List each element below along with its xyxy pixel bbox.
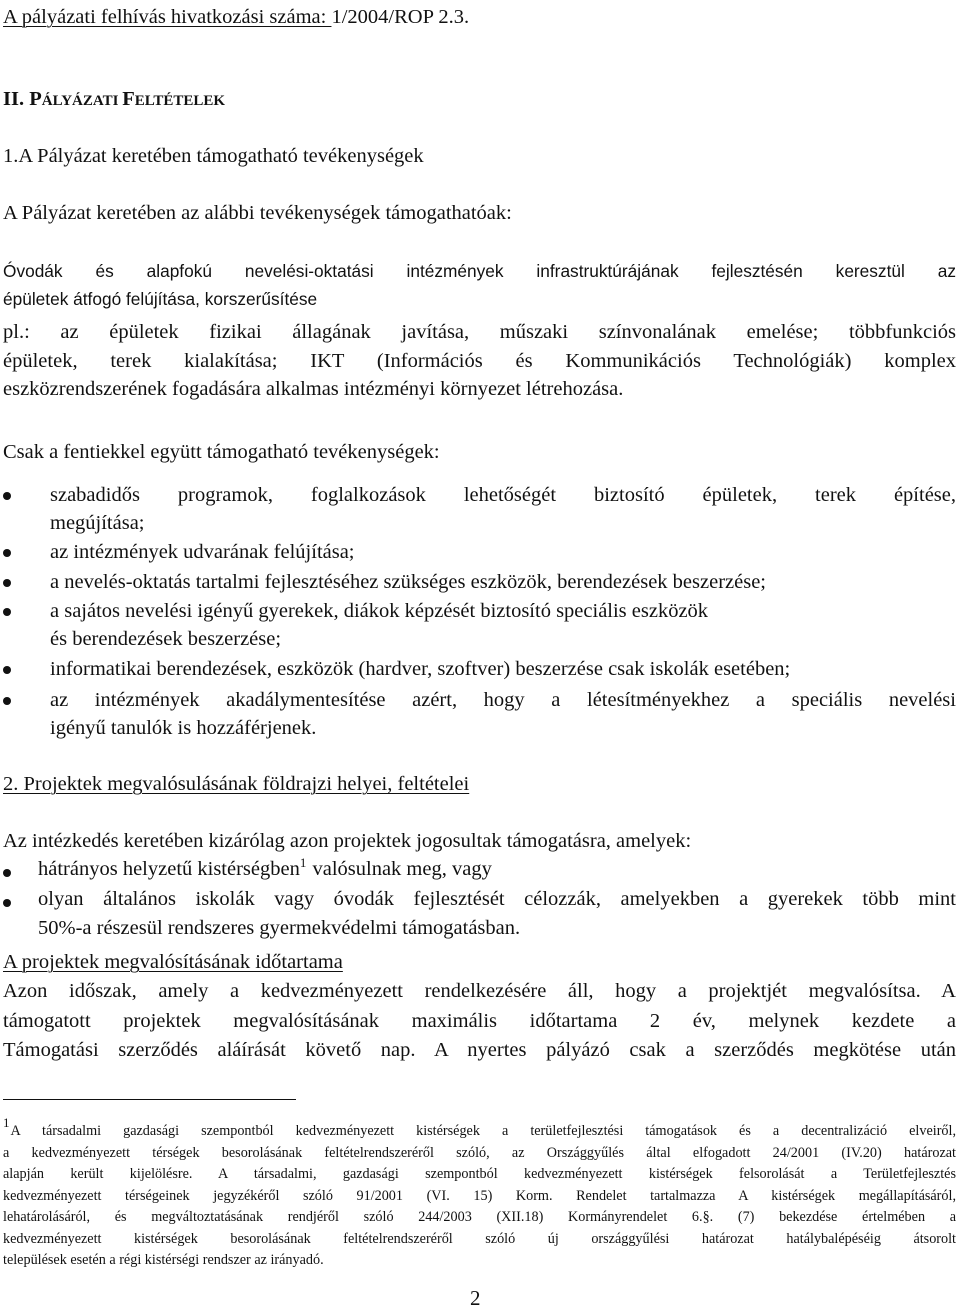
list-item-text: az intézmények udvarának felújítása; (50, 541, 355, 563)
footnote (3, 1115, 956, 1272)
bullet-icon (3, 899, 11, 907)
paragraph-line: pl.: az épületek fizikai állagának javítása, műszaki színvonalának emelése; többfunkciós (3, 321, 956, 343)
list-item-text: olyan általános iskolák vagy óvodák fejlesztését célozzák, amelyekben a gyerekek több mint (38, 888, 956, 910)
duration-heading: A projektek megvalósításának időtartama (3, 951, 343, 973)
section-title-part: F (122, 88, 135, 110)
call-reference-number: 1/2004/ROP 2.3. (331, 6, 470, 28)
bullet-icon (3, 549, 11, 557)
list-item-text: megújítása; (50, 512, 145, 534)
list-item-text: a nevelés-oktatás tartalmi fejlesztéséhez szükséges eszközök, berendezések beszerzése; (50, 571, 766, 593)
subsection-2-intro: Az intézkedés keretében kizárólag azon projektek jogosultak támogatásra, amelyek: (3, 830, 692, 852)
footnote-line: alapján került kijelölésre. A társadalmi, gazdasági szempontból kedvezményezett kistérségek felsorolását a Területfejlesztés (3, 1166, 956, 1182)
paragraph-line: épületek átfogó felújítása, korszerűsítése (3, 289, 318, 309)
section-title-part: ÁLYÁZATI (41, 93, 123, 109)
footnote-line: települések esetén a régi kistérségi rendszer az irányadó. (3, 1252, 324, 1268)
section-heading (3, 87, 225, 113)
list-item-text: hátrányos helyzetű kistérségben (38, 858, 300, 880)
list-item-text: szabadidős programok, foglalkozások lehetőségét biztosító épületek, terek építése, (50, 484, 956, 506)
paragraph-line: támogatott projektek megvalósításának maximális időtartama 2 év, melynek kezdete a (3, 1009, 956, 1032)
footnote-line: a kedvezményezett térségek besorolásának feltételrendszeréről szóló, az Országgyűlés által elfogadott 24/2001 (IV.20) határozat (3, 1144, 956, 1161)
subsection-1-heading: 1.A Pályázat keretében támogatható tevékenységek (3, 145, 424, 167)
footnote-line: lehatárolásáról, és megváltoztatásának rendjéről szóló 244/2003 (XII.18) Kormányrendelet 6.§. (7) bekezdése értelmében a (3, 1209, 956, 1225)
call-reference-prefix: A pályázati felhívás hivatkozási száma: (3, 6, 332, 28)
subsection-2-heading: 2. Projektek megvalósulásának földrajzi helyei, feltételei (3, 773, 470, 795)
list-item-text: informatikai berendezések, eszközök (hardver, szoftver) beszerzése csak iskolák esetében; (50, 658, 791, 680)
paragraph-line: épületek, terek kialakítása; IKT (Információs és Kommunikációs Technológiák) komplex (3, 349, 956, 372)
section-number: II. (3, 88, 30, 110)
footnote-line: A társadalmi gazdasági szempontból kedvezményezett kistérségek a területfejlesztési támogatások és a decentralizáció elveiről, (10, 1123, 956, 1139)
only-with-heading: Csak a fentiekkel együtt támogatható tevékenységek: (3, 441, 440, 463)
section-title-part: P (29, 88, 42, 110)
list-item-text: valósulnak meg, vagy (307, 858, 492, 880)
paragraph-kindergartens (3, 257, 956, 313)
footnote-separator (3, 1099, 296, 1100)
list-item-text: a sajátos nevelési igényű gyerekek, diákok képzését biztosító speciális eszközök (50, 600, 709, 622)
bullet-icon (3, 608, 11, 616)
paragraph-line: Támogatási szerződés aláírását követő nap. A nyertes pályázó csak a szerződés megkötése után (3, 1039, 956, 1061)
footnote-line: kedvezményezett kistérségek besorolásának feltételrendszeréről szóló új országgyűlési határozat hatálybalépéséig átsorolt (3, 1230, 956, 1247)
bullet-icon (3, 869, 11, 877)
paragraph-line: Azon időszak, amely a kedvezményezett rendelkezésére áll, hogy a projektjét megvalósítsa. A (3, 980, 956, 1002)
bullet-icon (3, 666, 11, 674)
list-item-text: 50%-a részesül rendszeres gyermekvédelmi támogatásban. (38, 917, 521, 939)
subsection-1-intro: A Pályázat keretében az alábbi tevékenységek támogathatóak: (3, 202, 512, 224)
bullet-icon (3, 492, 11, 500)
list-item-text: és berendezések beszerzése; (50, 628, 282, 650)
call-reference (3, 5, 469, 29)
bullet-icon (3, 697, 11, 705)
bullet-icon (3, 579, 11, 587)
section-title-part: ELTÉTELEK (134, 93, 226, 109)
paragraph-examples (3, 318, 956, 404)
paragraph-line: eszközrendszerének fogadására alkalmas intézményi környezet létrehozása. (3, 378, 624, 400)
paragraph-line: Óvodák és alapfokú nevelési-oktatási intézmények infrastruktúrájának fejlesztésén keresztül az (3, 261, 956, 281)
page-number: 2 (470, 1286, 481, 1310)
footnote-line: kedvezményezett térségeinek jegyzékéről szóló 91/2001 (VI. 15) Korm. Rendelet tartalmazza A kistérségek megállapításáról, (3, 1187, 956, 1204)
duration-paragraph (3, 977, 956, 1066)
list-item-text: az intézmények akadálymentesítése azért, hogy a létesítményekhez a speciális nevelési (50, 689, 956, 711)
footnote-mark: 1 (3, 1115, 10, 1130)
list-item-text: igényű tanulók is hozzáférjenek. (50, 717, 317, 739)
footnote-reference[interactable]: 1 (299, 855, 307, 870)
